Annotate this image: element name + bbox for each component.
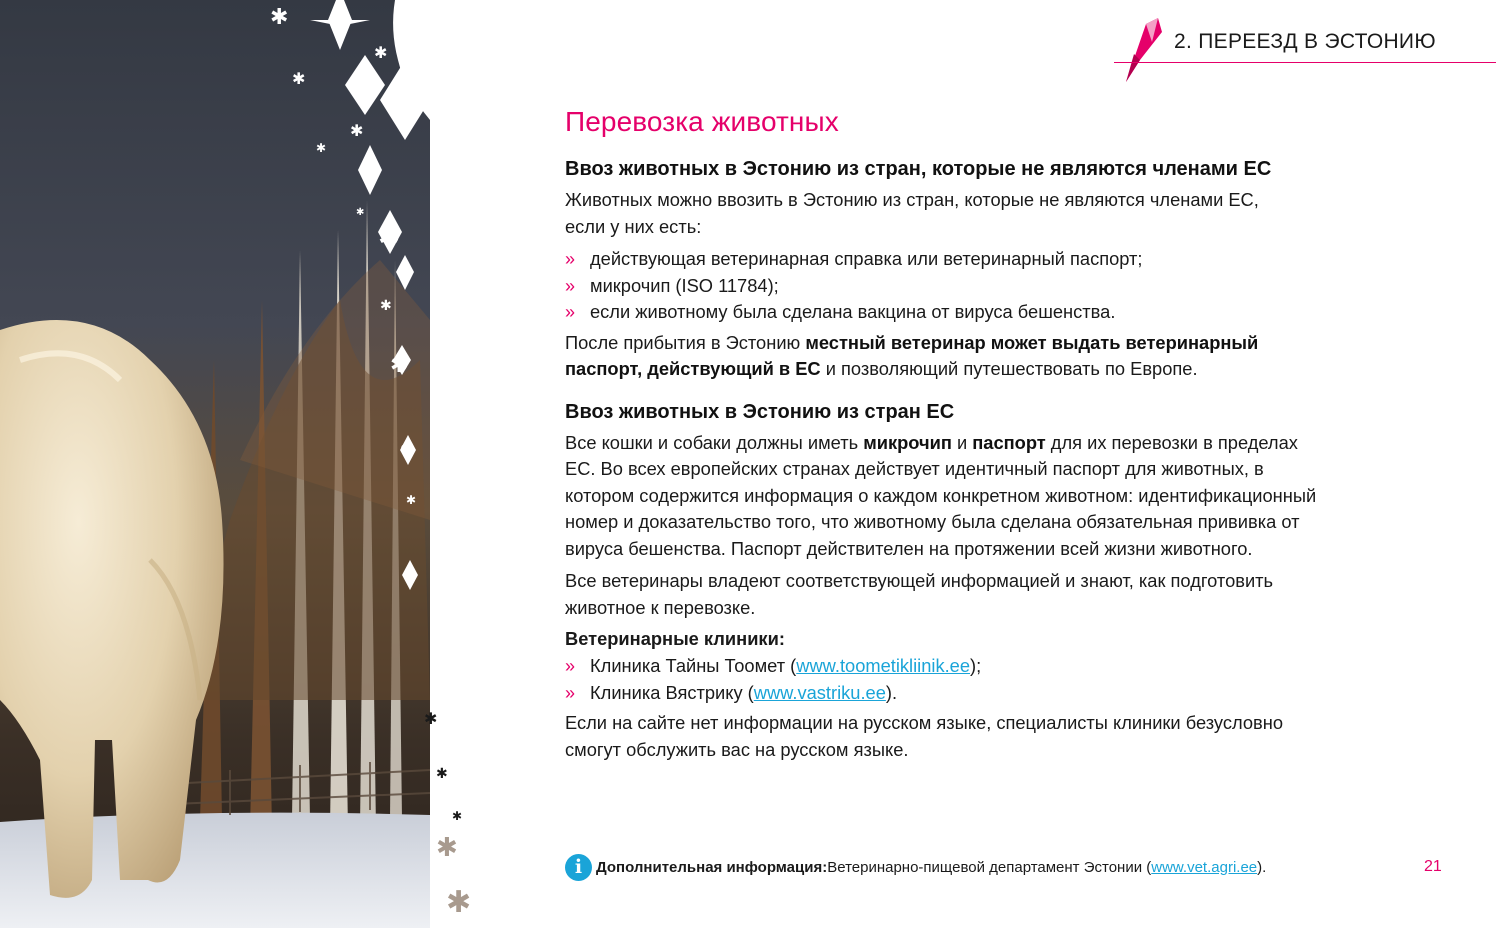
paragraph-text: Все кошки и собаки должны иметь — [565, 431, 864, 453]
paragraph-bold: паспорт — [972, 431, 1046, 453]
pen-icon — [1118, 14, 1168, 84]
footer-info — [565, 853, 1266, 881]
clinics-list — [565, 653, 1325, 706]
list-item — [565, 246, 1325, 273]
clinic-link[interactable]: www.toometikliinik.ee — [796, 655, 970, 676]
list-item — [565, 680, 1325, 707]
svg-text:✱: ✱ — [424, 709, 438, 728]
list-item — [565, 653, 1325, 680]
section-heading: Ввоз животных в Эстонию из стран, которые не являются членами ЕС — [565, 158, 1272, 180]
svg-text:✱: ✱ — [292, 69, 306, 88]
svg-text:✱: ✱ — [378, 223, 400, 253]
clinic-end: ). — [885, 681, 898, 703]
note-text: После прибытия в Эстонию — [565, 331, 806, 353]
photo-illustration — [0, 0, 472, 928]
list-item-text: если животному была сделана вакцина от вируса бешенства. — [590, 301, 1116, 322]
svg-text:✱: ✱ — [406, 493, 417, 507]
section-eu — [565, 401, 1325, 764]
section-paragraph: Все ветеринары владеют соответствующей информацией и знают, как подготовить животное к перевозке. — [565, 570, 1274, 618]
intro-line: если у них есть: — [565, 215, 702, 237]
svg-text:✱: ✱ — [374, 43, 388, 62]
clinic-link[interactable]: www.vastriku.ee — [753, 681, 886, 703]
requirements-list — [565, 246, 1325, 326]
intro-line: Животных можно ввозить в Эстонию из стран, которые не являются членами ЕС, — [565, 189, 1259, 210]
paragraph-text: и — [951, 431, 973, 453]
info-icon: i — [565, 854, 592, 881]
chevron-right-icon: » — [565, 275, 576, 296]
clinic-name: Клиника Вястрику ( — [590, 681, 754, 703]
section-paragraph: Если на сайте нет информации на русском языке, специалисты клиники безусловно смогут обслужить вас на русском языке. — [565, 712, 1283, 760]
footer-link[interactable]: www.vet.agri.ee — [1151, 858, 1258, 876]
page-number: 21 — [1424, 858, 1442, 875]
footer-text: Ветеринарно-пищевой департамент Эстонии ( — [827, 858, 1152, 876]
page-title: Перевозка животных — [565, 106, 839, 137]
section-non-eu — [565, 158, 1325, 383]
clinics-heading: Ветеринарные клиники: — [565, 628, 785, 649]
footer-end: ). — [1257, 858, 1267, 876]
list-item — [565, 299, 1325, 326]
svg-text:✱: ✱ — [270, 5, 289, 30]
section-heading: Ввоз животных в Эстонию из стран ЕС — [565, 400, 955, 423]
chevron-right-icon: » — [565, 682, 576, 703]
section-intro — [565, 187, 1325, 240]
chevron-right-icon: » — [565, 249, 576, 269]
chapter-title: 2. ПЕРЕЕЗД В ЭСТОНИЮ — [1174, 30, 1436, 53]
paragraph-bold: микрочип — [863, 431, 952, 453]
svg-text:✱: ✱ — [380, 298, 392, 314]
svg-text:✱: ✱ — [390, 353, 409, 378]
svg-text:✱: ✱ — [436, 766, 448, 782]
svg-text:✱: ✱ — [452, 809, 463, 823]
section-note — [565, 330, 1325, 383]
chevron-right-icon: » — [565, 302, 576, 322]
svg-text:✱: ✱ — [350, 121, 364, 140]
clinic-name: Клиника Тайны Тоомет ( — [590, 655, 797, 676]
list-item-text: действующая ветеринарная справка или ветеринарный паспорт; — [590, 248, 1143, 269]
chevron-right-icon: » — [565, 656, 576, 676]
list-item-text: микрочип (ISO 11784); — [590, 274, 779, 296]
svg-text:✱: ✱ — [356, 207, 365, 218]
svg-text:✱: ✱ — [316, 141, 327, 155]
note-text: и позволяющий путешествовать по Европе. — [820, 358, 1198, 379]
header-rule — [1114, 62, 1496, 63]
svg-text:✱: ✱ — [436, 833, 458, 863]
cover-photo — [0, 0, 472, 928]
main-content — [565, 106, 1325, 769]
section-paragraph — [565, 430, 1325, 563]
note-bold: местный ветеринар может выдать ветеринарный паспорт, действующий в ЕС — [565, 331, 1259, 379]
svg-text:✱: ✱ — [446, 885, 472, 920]
list-item — [565, 273, 1325, 300]
paragraph-text: для их перевозки в пределах ЕС. Во всех европейских странах действует идентичный паспорт для животных, в котором содержится информация о каждом конкретном животном: идентификационный номер и доказательство того, что животному была сделана обязательная прививка от вируса бешенства. Паспорт действителен на протяжении всей жизни животного. — [565, 431, 1317, 559]
clinic-end: ); — [970, 655, 982, 676]
footer-label: Дополнительная информация: — [596, 858, 828, 876]
svg-text:✱: ✱ — [400, 440, 414, 459]
